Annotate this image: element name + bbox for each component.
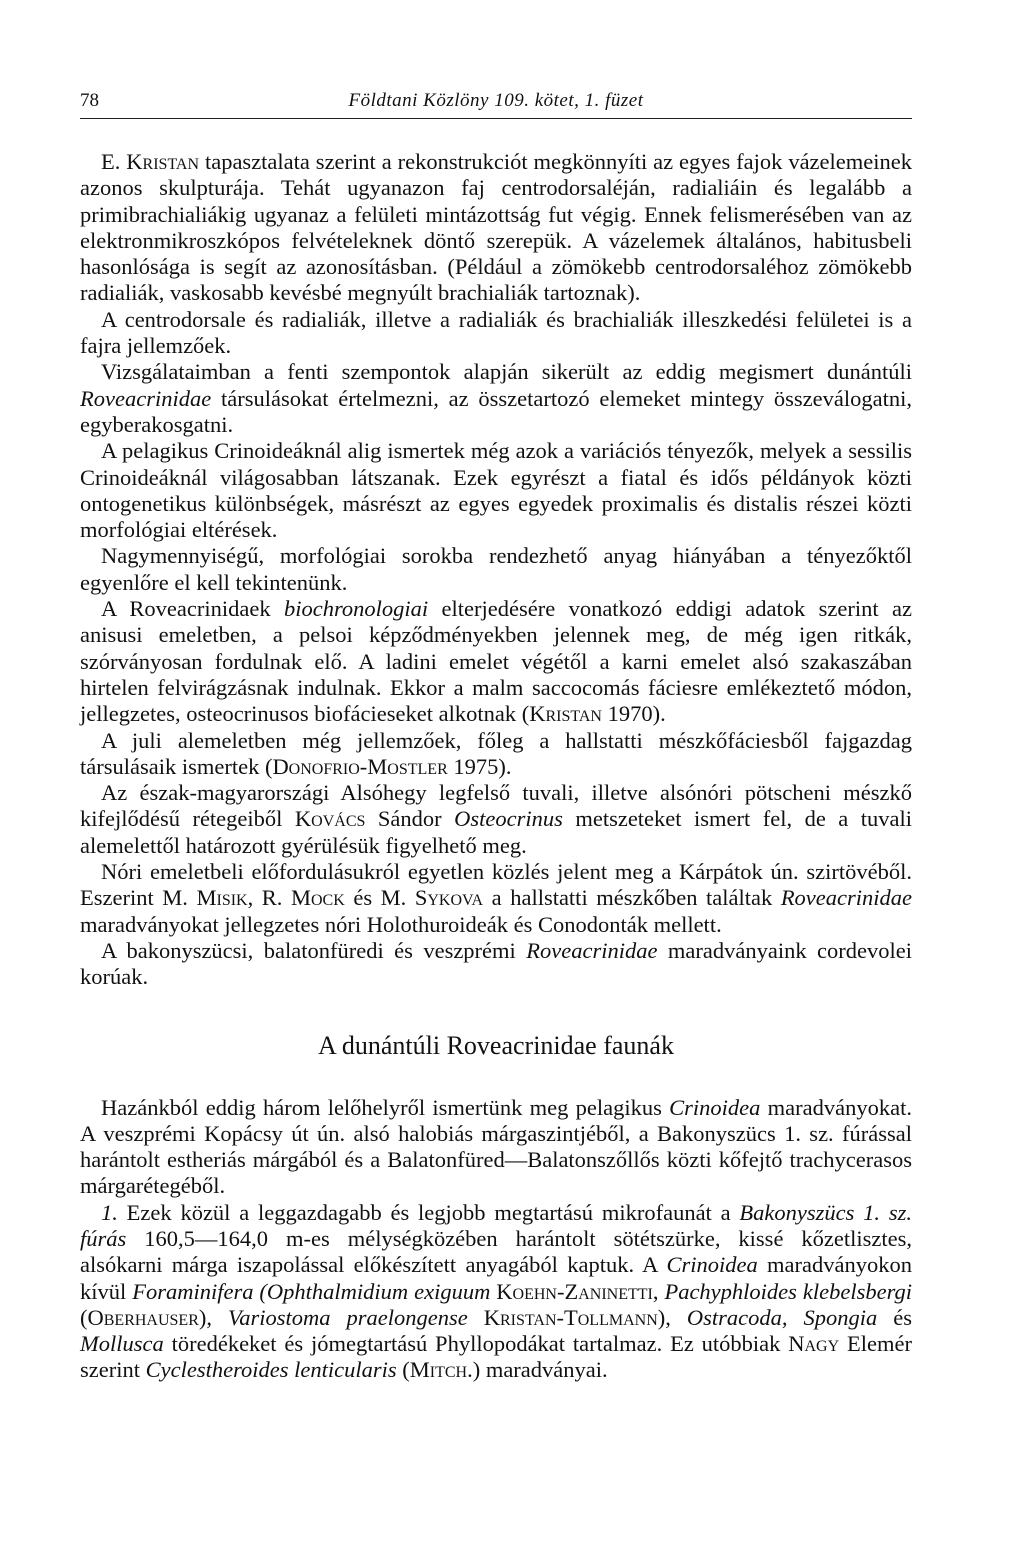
journal-title: Földtani Közlöny 109. kötet, 1. füzet — [348, 90, 644, 111]
paragraph: Hazánkból eddig három lelőhelyről ismertünk meg pelagikus Crinoidea maradványokat. A veszprémi Kopácsy út ún. alsó halobiás márgaszintjéből, a Bakonyszücs 1. sz. fúrással harántolt estheriás márgából és a Balatonfüred—Balatonszőllős közti kőfejtő trachycerasos márgarétegéből. — [80, 1094, 912, 1199]
author-name: Misik — [196, 885, 248, 911]
page-number: 78 — [80, 90, 99, 111]
page — [80, 88, 912, 1384]
emphasis-term: biochronologiai — [283, 596, 429, 622]
taxon-name: Ostracoda, Spongia — [686, 1304, 878, 1330]
author-name: Koehn-Zaninetti — [496, 1278, 653, 1304]
running-header — [80, 88, 912, 119]
paragraph: 1. Ezek közül a leggazdagabb és legjobb megtartású mikrofaunát a Bakonyszücs 1. sz. fúrás 160,5—164,0 m-es mélységközében harántolt sötétszürke, kissé kőzetlisztes, alsókarni márga iszapolással előkészített anyagából kaptuk. A Crinoidea maradványokon kívül Foraminifera (Ophthalmidium exiguum Koehn-Zaninetti, Pachyphloides klebelsbergi (Oberhauser), Variostoma praelongense Kristan-Tollmann), Ostracoda, Spongia és Mollusca töredékeket és jómegtartású Phyllopodákat tartalmaz. Ez utóbbiak Nagy Elemér szerint Cyclestheroides lenticularis (Mitch.) maradványai. — [80, 1199, 913, 1383]
author-name: Donofrio-Mostler — [272, 753, 448, 779]
taxon-name: Mollusca — [80, 1331, 164, 1357]
paragraph: A bakonyszücsi, balatonfüredi és veszprémi Roveacrinidae maradványaink cordevolei korúak. — [80, 937, 912, 990]
taxon-name: Roveacrinidae — [526, 937, 658, 963]
taxon-name: Roveacrinidae — [80, 385, 212, 411]
taxon-name: Foraminifera (Ophthalmidium exiguum — [132, 1278, 491, 1304]
paragraph: E. Kristan tapasztalata szerint a rekonstrukciót megkönnyíti az egyes fajok vázelemeinek azonos skulpturája. Tehát ugyanazon faj centrodorsaléján, radialiáin és legalább a primibrachialiákig ugyanaz a felületi mintázottság fut végig. Ennek felismerésében van az elektronmikroszkópos felvételeknek döntő szerepük. A vázelemek általános, habitusbeli hasonlósága is segít az azonosításban. (Például a zömökebb centrodorsaléhoz zömökebb radialiák, vaskosabb kevésbé megnyúlt brachialiák tartoznak). — [80, 149, 912, 306]
taxon-name: Pachyphloides klebelsbergi — [664, 1278, 912, 1304]
paragraph: Az észak-magyarországi Alsóhegy legfelső tuvali, illetve alsónóri pötscheni mészkő kifejlődésű rétegeiből Kovács Sándor Osteocrinus metszeteket ismert fel, de a tuvali alemelettől határozott gyérülésük figyelhető meg. — [80, 780, 912, 858]
author-name: Kristan — [126, 149, 200, 174]
taxon-name: Cyclestheroides lenticularis — [145, 1357, 397, 1383]
paragraph: Nóri emeletbeli előfordulásukról egyetlen közlés jelent meg a Kárpátok ún. szirtövéből. Eszerint M. Misik, R. Mock és M. Sykova a hallstatti mészkőben találtak Roveacrinidae maradványokat jellegzetes nóri Holothuroideák és Conodonták mellett. — [80, 859, 913, 937]
taxon-name: Crinoidea — [666, 1252, 758, 1278]
paragraph: Nagymennyiségű, morfológiai sorokba rendezhető anyag hiányában a tényezőktől egyenlőre el kell tekintenünk. — [80, 543, 912, 595]
list-number: 1. — [101, 1199, 118, 1225]
author-name: Kristan — [529, 701, 602, 727]
section-heading: A dunántúli Roveacrinidae faunák — [318, 1030, 674, 1060]
article-body — [80, 149, 912, 1384]
author-name: Mitch. — [409, 1357, 473, 1383]
author-name: Kovács — [294, 806, 366, 832]
taxon-name: Osteocrinus — [454, 806, 563, 832]
locality-name: Bakonyszücs 1. sz. fúrás — [80, 1199, 912, 1251]
paragraph: A centrodorsale és radialiák, illetve a radialiák és brachialiák illeszkedési felületei is a fajra jellemzőek. — [80, 306, 912, 359]
author-name: Mock — [291, 885, 345, 911]
author-name: Sykova — [414, 885, 484, 911]
paragraph: A Roveacrinidaek biochronologiai elterjedésére vonatkozó eddigi adatok szerint az anisusi emeletben, a pelsoi képződményekben jelennek meg, de még igen ritkák, szórványosan fordulnak elő. A ladini emelet végétől a karni emelet alsó szakaszában hirtelen felvirágzásnak indulnak. Ekkor a malm saccocomás fáciesre emlékeztető módon, jellegzetes, osteocrinusos biofácieseket alkotnak (Kristan 1970). — [80, 596, 912, 727]
taxon-name: Roveacrinidae — [780, 885, 913, 911]
author-name: Kristan-Tollmann — [483, 1304, 658, 1330]
author-name: Nagy — [788, 1331, 840, 1357]
paragraph: Vizsgálataimban a fenti szempontok alapján sikerült az eddig megismert dunántúli Roveacrinidae társulásokat értelmezni, az összetartozó elemeket mintegy összeválogatni, egyberakosgatni. — [80, 359, 912, 437]
author-name: Oberhauser — [87, 1304, 199, 1330]
paragraph: A juli alemeletben még jellemzőek, főleg a hallstatti mészkőfáciesből fajgazdag társulásaik ismertek (Donofrio-Mostler 1975). — [80, 727, 912, 779]
paragraph: A pelagikus Crinoideáknál alig ismertek még azok a variációs tényezők, melyek a sessilis Crinoideáknál világosabban látszanak. Ezek egyrészt a fiatal és idős példányok közti ontogenetikus különbségek, másrészt az egyes egyedek proximalis és distalis részei közti morfológiai eltérések. — [80, 438, 912, 543]
taxon-name: Variostoma praelongense — [228, 1304, 468, 1330]
taxon-name: Crinoidea — [669, 1094, 761, 1120]
